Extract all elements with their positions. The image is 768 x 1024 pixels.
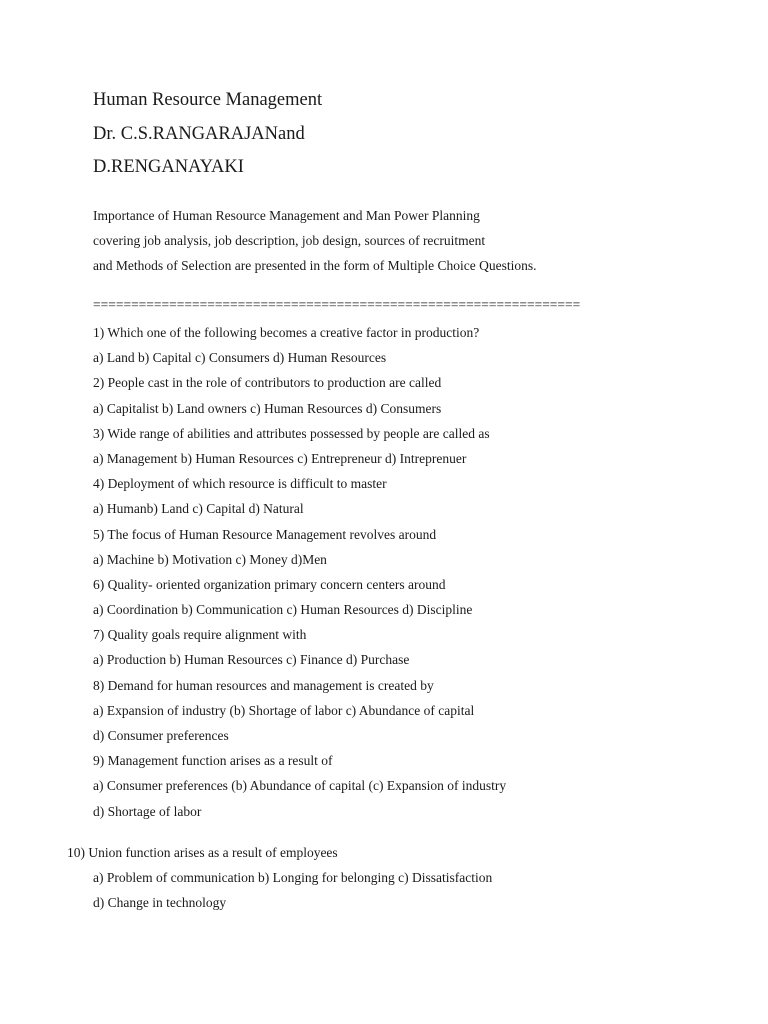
author-line-1: Dr. C.S.RANGARAJANand — [93, 124, 305, 144]
options-4: a) Humanb) Land c) Capital d) Natural — [93, 501, 304, 517]
author-line-2: D.RENGANAYAKI — [93, 157, 244, 177]
separator-line: ================================================================ — [93, 297, 581, 312]
question-8: 8) Demand for human resources and management is created by — [93, 677, 434, 693]
options-10-line-1: a) Problem of communication b) Longing for belonging c) Dissatisfaction — [93, 870, 493, 886]
intro-line: Importance of Human Resource Management and Man Power Planning — [93, 208, 480, 223]
options-9-line-2: d) Shortage of labor — [93, 803, 202, 819]
intro-paragraph — [93, 203, 713, 278]
options-7: a) Production b) Human Resources c) Finance d) Purchase — [93, 652, 410, 668]
question-6: 6) Quality- oriented organization primary concern centers around — [93, 576, 446, 592]
options-3: a) Management b) Human Resources c) Entrepreneur d) Intreprenuer — [93, 450, 467, 466]
intro-line: and Methods of Selection are presented in the form of Multiple Choice Questions. — [93, 258, 537, 273]
question-list — [93, 320, 733, 824]
question-7: 7) Quality goals require alignment with — [93, 627, 307, 643]
intro-line: covering job analysis, job description, job design, sources of recruitment — [93, 233, 486, 248]
question-3: 3) Wide range of abilities and attributes possessed by people are called as — [93, 425, 490, 441]
options-9-line-1: a) Consumer preferences (b) Abundance of capital (c) Expansion of industry — [93, 778, 507, 794]
question-2: 2) People cast in the role of contributors to production are called — [93, 375, 442, 391]
options-8-line-1: a) Expansion of industry (b) Shortage of labor c) Abundance of capital — [93, 702, 475, 718]
options-10-line-2: d) Change in technology — [93, 895, 227, 911]
question-5: 5) The focus of Human Resource Management revolves around — [93, 526, 437, 542]
document-title: Human Resource Management — [93, 90, 323, 110]
options-5: a) Machine b) Motivation c) Money d)Men — [93, 551, 327, 567]
question-1: 1) Which one of the following becomes a creative factor in production? — [93, 325, 480, 340]
options-8-line-2: d) Consumer preferences — [93, 728, 229, 743]
options-1: a) Land b) Capital c) Consumers d) Human Resources — [93, 350, 387, 366]
question-10: 10) Union function arises as a result of employees — [67, 845, 338, 860]
question-4: 4) Deployment of which resource is difficult to master — [93, 476, 387, 492]
options-6: a) Coordination b) Communication c) Human Resources d) Discipline — [93, 602, 473, 618]
question-10-block — [67, 840, 727, 916]
question-9: 9) Management function arises as a result of — [93, 753, 333, 769]
options-2: a) Capitalist b) Land owners c) Human Resources d) Consumers — [93, 400, 442, 416]
